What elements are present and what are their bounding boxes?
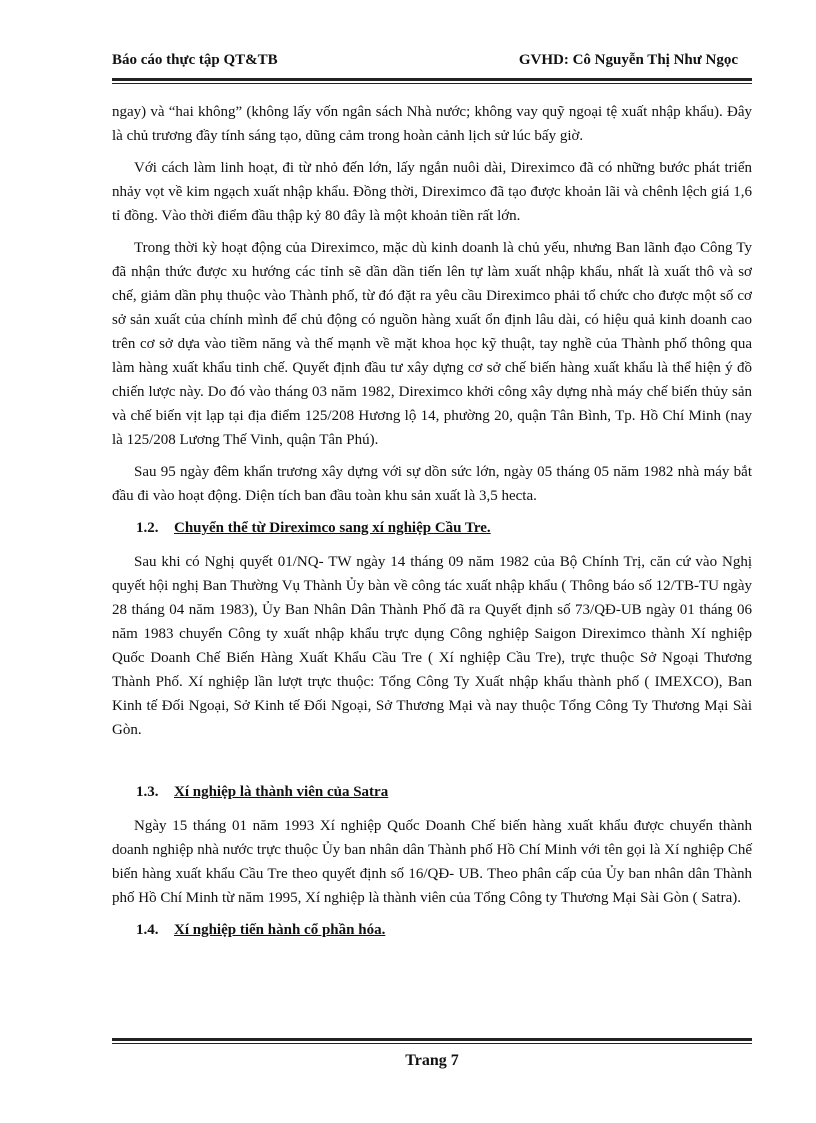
body-paragraph: Trong thời kỳ hoạt động của Direximco, mặc dù kinh doanh là chủ yếu, nhưng Ban lãnh đạo Công Ty đã nhận thức được xu hướng các tỉnh sẽ dần dần tiến lên tự làm xuất nhập khẩu, nhất là xuất thô và sơ chế, giảm dần phụ thuộc vào Thành phố, từ đó đặt ra yêu cầu Direximco phải tổ chức cho được một số cơ sở sản xuất của chính mình để chủ động có nguồn hàng xuất ổn định lâu dài, có hiệu quả kinh doanh cao trên cơ sở dựa vào tiềm năng và thế mạnh về mặt khoa học kỹ thuật, tay nghề của Thành phố thông qua làm hàng xuất khẩu tinh chế. Quyết định đầu tư xây dựng cơ sở chế biến hàng xuất khẩu là thể hiện ý đồ chiến lược này. Do đó vào tháng 03 năm 1982, Direximco khởi công xây dựng nhà máy chế biến thủy sản và chế biến vịt lạp tại địa điểm 125/208 Hương lộ 14, phường 20, quận Tân Bình, Tp. Hồ Chí Minh (nay là 125/208 Lương Thế Vinh, quận Tân Phú). — [112, 240, 752, 448]
section-number: 1.3. — [136, 784, 159, 800]
body-paragraph: Sau 95 ngày đêm khẩn trương xây dựng với sự dồn sức lớn, ngày 05 tháng 05 năm 1982 nhà máy bắt đầu đi vào hoạt động. Diện tích ban đầu toàn khu sản xuất là 3,5 hecta. — [112, 464, 752, 504]
page-number: Trang 7 — [405, 1052, 459, 1069]
header-report-title: Báo cáo thực tập QT&TB — [112, 52, 278, 68]
section-title: Xí nghiệp là thành viên của Satra — [174, 784, 389, 800]
section-heading-1-2 — [112, 516, 752, 540]
body-paragraph: Ngày 15 tháng 01 năm 1993 Xí nghiệp Quốc Doanh Chế biến hàng xuất khẩu được chuyển thành doanh nghiệp nhà nước trực thuộc Ủy ban nhân dân Thành phố Hồ Chí Minh với tên gọi là Xí nghiệp Chế biến hàng xuất khẩu Cầu Tre theo quyết định số 16/QĐ- UB. Theo phân cấp của Ủy ban nhân dân Thành phố Hồ Chí Minh từ năm 1995, Xí nghiệp là thành viên của Tổng Công ty Thương Mại Sài Gòn ( Satra). — [112, 818, 752, 906]
page-header — [112, 52, 752, 72]
body-paragraph: Với cách làm linh hoạt, đi từ nhỏ đến lớn, lấy ngắn nuôi dài, Direximco đã có những bước phát triển nhảy vọt về kim ngạch xuất nhập khẩu. Đồng thời, Direximco đã tạo được khoản lãi và chênh lệch giá 1,6 tỉ đồng. Vào thời điểm đầu thập kỷ 80 đây là một khoản tiền rất lớn. — [112, 160, 752, 224]
section-heading-1-3 — [112, 780, 752, 804]
body-paragraph: ngay) và “hai không” (không lấy vốn ngân sách Nhà nước; không vay quỹ ngoại tệ xuất nhập khẩu). Đây là chủ trương đầy tính sáng tạo, dũng cảm trong hoàn cảnh lịch sử lúc bấy giờ. — [112, 104, 752, 144]
footer-rule — [112, 1038, 752, 1044]
section-number: 1.4. — [136, 922, 159, 938]
section-title: Xí nghiệp tiến hành cổ phần hóa. — [174, 922, 386, 938]
blank-line — [112, 750, 752, 780]
section-heading-1-4 — [112, 918, 752, 942]
page-body — [112, 100, 752, 952]
header-supervisor: GVHD: Cô Nguyễn Thị Như Ngọc — [518, 52, 738, 68]
section-title: Chuyển thể từ Direximco sang xí nghiệp Cầu Tre. — [174, 520, 491, 536]
header-rule — [112, 78, 752, 84]
section-number: 1.2. — [136, 520, 159, 536]
body-paragraph: Sau khi có Nghị quyết 01/NQ- TW ngày 14 tháng 09 năm 1982 của Bộ Chính Trị, căn cứ vào Nghị quyết hội nghị Ban Thường Vụ Thành Ủy bàn về công tác xuất nhập khẩu ( Thông báo số 12/TB-TU ngày 28 tháng 04 năm 1983), Ủy Ban Nhân Dân Thành Phố đã ra Quyết định số 73/QĐ-UB ngày 01 tháng 06 năm 1983 chuyển Công ty xuất nhập khẩu trực dụng Công nghiệp Saigon Direximco thành Xí nghiệp Quốc Doanh Chế Biến Hàng Xuất Khẩu Cầu Tre ( Xí nghiệp Cầu Tre), trực thuộc Sở Ngoại Thương Thành Phố. Xí nghiệp lần lượt trực thuộc: Tổng Công Ty Xuất nhập khẩu thành phố ( IMEXCO), Ban Kinh tế Đối Ngoại, Sở Kinh tế Đối Ngoại, Sở Thương Mại và nay thuộc Tổng Công Ty Thương Mại Sài Gòn. — [112, 554, 752, 738]
